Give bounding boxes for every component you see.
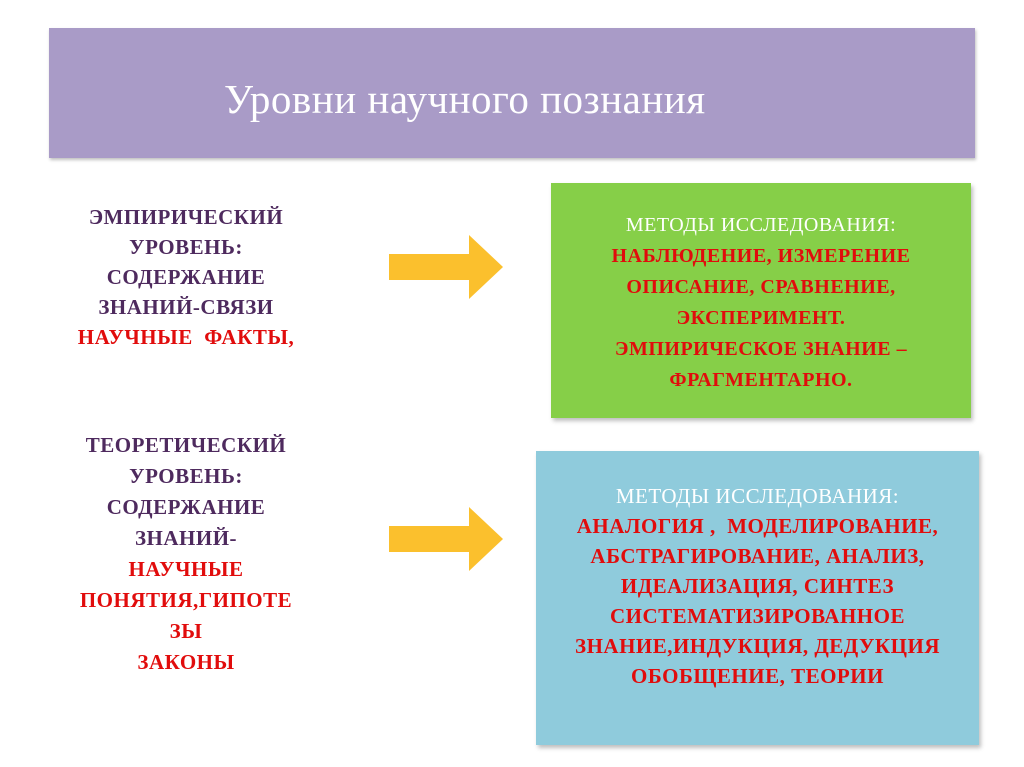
theoretical-method: АНАЛОГИЯ , МОДЕЛИРОВАНИЕ, xyxy=(576,514,939,538)
empirical-line: СОДЕРЖАНИЕ xyxy=(106,265,266,289)
empirical-line: ЗНАНИЙ-СВЯЗИ xyxy=(98,295,274,319)
theoretical-method: ЗНАНИЕ,ИНДУКЦИЯ, ДЕДУКЦИЯ xyxy=(575,634,940,658)
empirical-level xyxy=(21,202,351,352)
empirical-highlight: НАУЧНЫЕ ФАКТЫ, xyxy=(77,325,295,349)
theoretical-highlight: ЗЫ xyxy=(169,619,203,643)
theoretical-methods-box xyxy=(536,451,979,745)
theoretical-method: АБСТРАГИРОВАНИЕ, АНАЛИЗ, xyxy=(590,544,925,568)
arrow-right-icon xyxy=(389,507,503,571)
theoretical-line: ЗНАНИЙ- xyxy=(134,526,238,550)
theoretical-line: СОДЕРЖАНИЕ xyxy=(106,495,266,519)
theoretical-level xyxy=(21,430,351,678)
empirical-method: ФРАГМЕНТАРНО. xyxy=(669,369,853,391)
empirical-method: ЭКСПЕРИМЕНТ. xyxy=(676,307,846,329)
theoretical-method: СИСТЕМАТИЗИРОВАННОЕ xyxy=(610,604,905,628)
empirical-methods-box xyxy=(551,183,971,418)
theoretical-highlight: ПОНЯТИЯ,ГИПОТЕ xyxy=(79,588,293,612)
empirical-line: УРОВЕНЬ: xyxy=(129,235,243,259)
theoretical-highlight: ЗАКОНЫ xyxy=(137,650,235,674)
empirical-method: ЭМПИРИЧЕСКОЕ ЗНАНИЕ – xyxy=(614,338,908,360)
theoretical-line: УРОВЕНЬ: xyxy=(129,464,243,488)
empirical-methods-head: МЕТОДЫ ИССЛЕДОВАНИЯ: xyxy=(625,214,897,236)
theoretical-methods-head: МЕТОДЫ ИССЛЕДОВАНИЯ: xyxy=(615,484,900,508)
theoretical-line: ТЕОРЕТИЧЕСКИЙ xyxy=(85,433,287,457)
empirical-line: ЭМПИРИЧЕСКИЙ xyxy=(88,205,284,229)
empirical-method: ОПИСАНИЕ, СРАВНЕНИЕ, xyxy=(626,276,896,298)
empirical-method: НАБЛЮДЕНИЕ, ИЗМЕРЕНИЕ xyxy=(611,245,911,267)
theoretical-method: ИДЕАЛИЗАЦИЯ, СИНТЕЗ xyxy=(620,574,895,598)
arrow-right-icon xyxy=(389,235,503,299)
theoretical-method: ОБОБЩЕНИЕ, ТЕОРИИ xyxy=(631,664,884,688)
theoretical-highlight: НАУЧНЫЕ xyxy=(128,557,244,581)
slide-title: Уровни научного познания xyxy=(224,76,706,122)
